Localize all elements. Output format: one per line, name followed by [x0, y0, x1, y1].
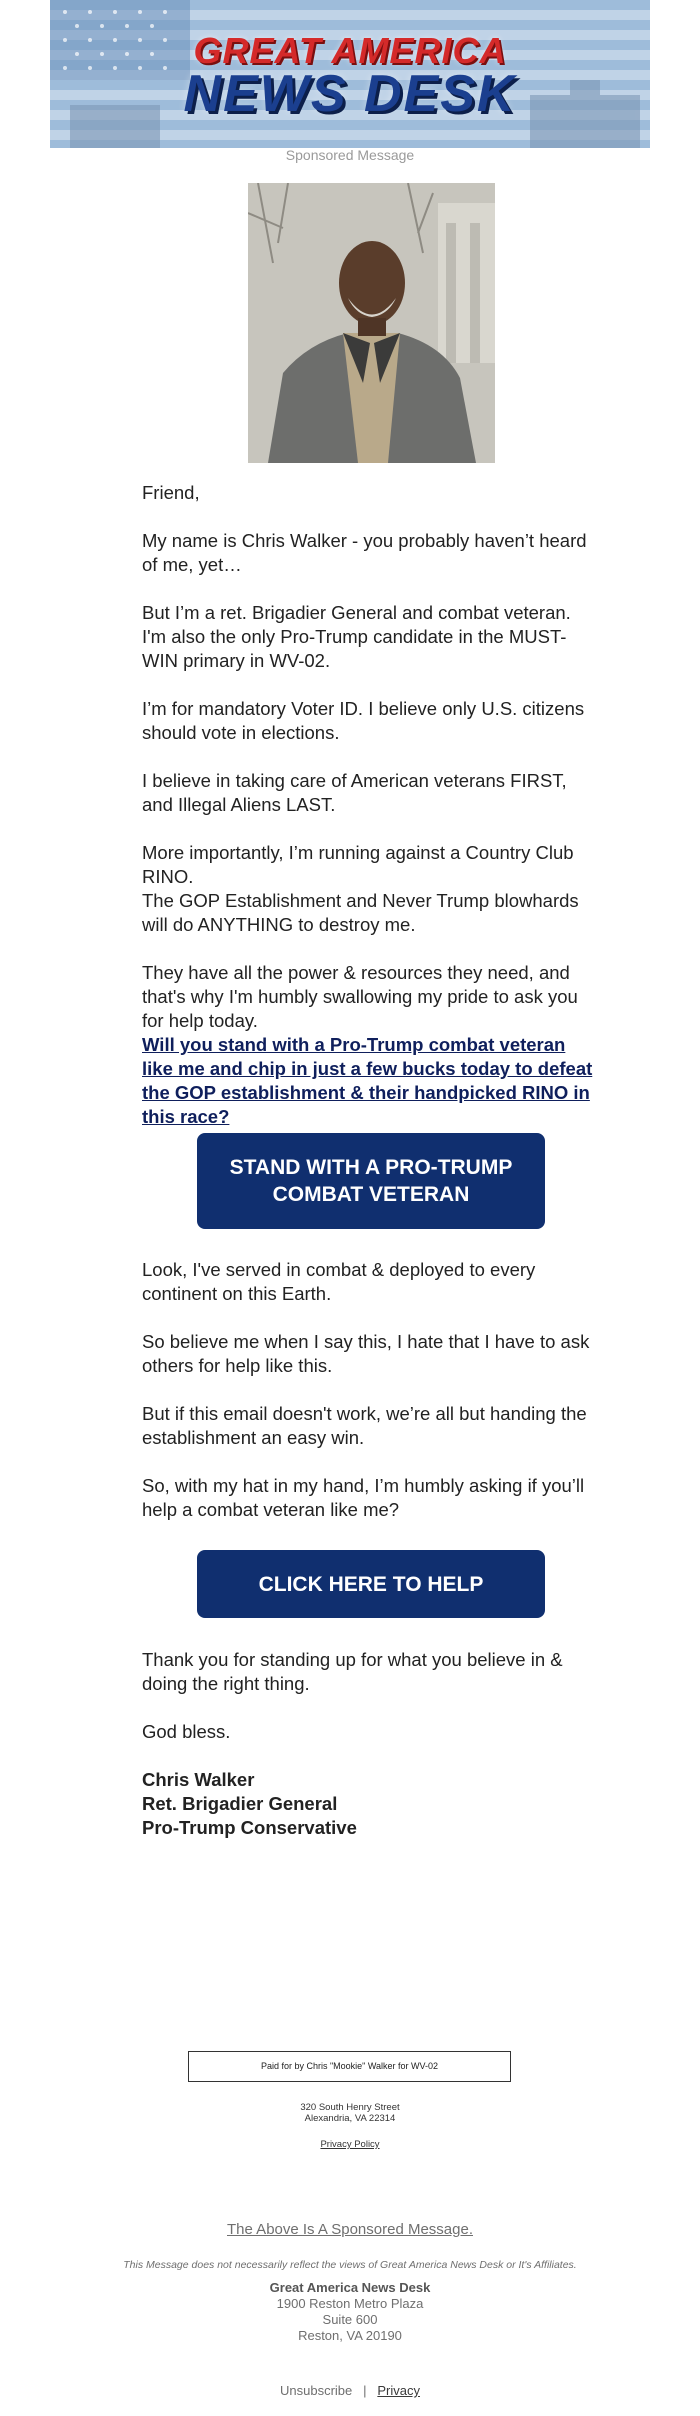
signature-block	[142, 1768, 597, 1840]
campaign-address-line1: 320 South Henry Street	[300, 2102, 400, 2113]
letter-paragraph-4	[142, 769, 597, 817]
unsubscribe-link[interactable]: Unsubscribe	[280, 2383, 353, 2398]
campaign-address-line2: Alexandria, VA 22314	[304, 2113, 396, 2124]
paragraph-text: Thank you for standing up for what you believe in & doing the right thing.	[142, 1649, 563, 1694]
paragraph-text: More importantly, I’m running against a Country Club RINO.	[142, 842, 574, 887]
candidate-photo-illustration	[248, 183, 495, 463]
sponsored-label: Sponsored Message	[285, 147, 415, 163]
paragraph-text: The GOP Establishment and Never Trump blowhards will do ANYTHING to destroy me.	[142, 890, 579, 935]
publisher-name: Great America News Desk	[269, 2280, 431, 2295]
banner-title-line2: NEWS DESK	[183, 65, 517, 123]
letter-paragraph-3	[142, 697, 597, 745]
letter-greeting	[142, 481, 597, 505]
stand-with-veteran-button[interactable]: STAND WITH A PRO-TRUMP COMBAT VETERAN	[197, 1133, 545, 1229]
publisher-address	[0, 2280, 700, 2344]
signature-title: Ret. Brigadier General	[142, 1793, 338, 1814]
paid-for-disclaimer: Paid for by Chris "Mookie" Walker for WV-02	[188, 2051, 511, 2082]
letter-paragraph-12	[142, 1648, 597, 1696]
privacy-link[interactable]: Privacy	[377, 2383, 420, 2398]
letter-paragraph-7	[142, 961, 597, 1033]
paragraph-text: I’m for mandatory Voter ID. I believe only U.S. citizens should vote in elections.	[142, 698, 585, 743]
paragraph-text: But I’m a ret. Brigadier General and combat veteran. I'm also the only Pro-Trump candidate in the MUST-WIN primary in WV-02.	[142, 602, 571, 671]
letter-paragraph-10	[142, 1402, 597, 1450]
candidate-photo	[248, 183, 495, 463]
donate-link-paragraph[interactable]	[142, 1033, 597, 1129]
letter-paragraph-2	[142, 601, 597, 673]
letter-paragraph-11	[142, 1474, 597, 1522]
paragraph-text: God bless.	[142, 1721, 231, 1742]
publisher-address-line1: 1900 Reston Metro Plaza	[276, 2296, 424, 2311]
letter-paragraph-6	[142, 889, 597, 937]
paragraph-text: I believe in taking care of American veterans FIRST, and Illegal Aliens LAST.	[142, 770, 567, 815]
views-disclaimer: This Message does not necessarily reflect the views of Great America News Desk or It's Affiliates.	[123, 2259, 577, 2271]
click-here-to-help-button[interactable]: CLICK HERE TO HELP	[197, 1550, 545, 1618]
letter-paragraph-13	[142, 1720, 597, 1744]
letter-paragraph-8	[142, 1258, 597, 1306]
signature-tagline: Pro-Trump Conservative	[142, 1817, 357, 1838]
publisher-address-line3: Reston, VA 20190	[298, 2328, 402, 2343]
paragraph-text: So believe me when I say this, I hate that I have to ask others for help like this.	[142, 1331, 590, 1376]
banner-title-line1: GREAT AMERICA	[193, 30, 507, 71]
paragraph-text: My name is Chris Walker - you probably haven’t heard of me, yet…	[142, 530, 587, 575]
footer-links	[0, 2383, 700, 2398]
paragraph-text: But if this email doesn't work, we’re all but handing the establishment an easy win.	[142, 1403, 587, 1448]
signature-name: Chris Walker	[142, 1769, 255, 1790]
greeting-text: Friend,	[142, 482, 200, 503]
paragraph-text: So, with my hat in my hand, I’m humbly asking if you’ll help a combat veteran like me?	[142, 1475, 585, 1520]
paragraph-text: They have all the power & resources they need, and that's why I'm humbly swallowing my pride to ask you for help today.	[142, 962, 578, 1031]
footer-separator: |	[363, 2383, 367, 2398]
letter-paragraph-9	[142, 1330, 597, 1378]
donate-link[interactable]: Will you stand with a Pro-Trump combat veteran like me and chip in just a few bucks today to defeat the GOP establishment & their handpicked RINO in this race?	[142, 1034, 593, 1127]
publisher-address-line2: Suite 600	[322, 2312, 378, 2327]
letter-paragraph-1	[142, 529, 597, 577]
header-banner	[50, 0, 650, 148]
sponsored-message-link[interactable]: The Above Is A Sponsored Message.	[227, 2221, 473, 2238]
paragraph-text: Look, I've served in combat & deployed to every continent on this Earth.	[142, 1259, 536, 1304]
privacy-policy-link[interactable]: Privacy Policy	[320, 2139, 380, 2150]
letter-paragraph-5	[142, 841, 597, 889]
